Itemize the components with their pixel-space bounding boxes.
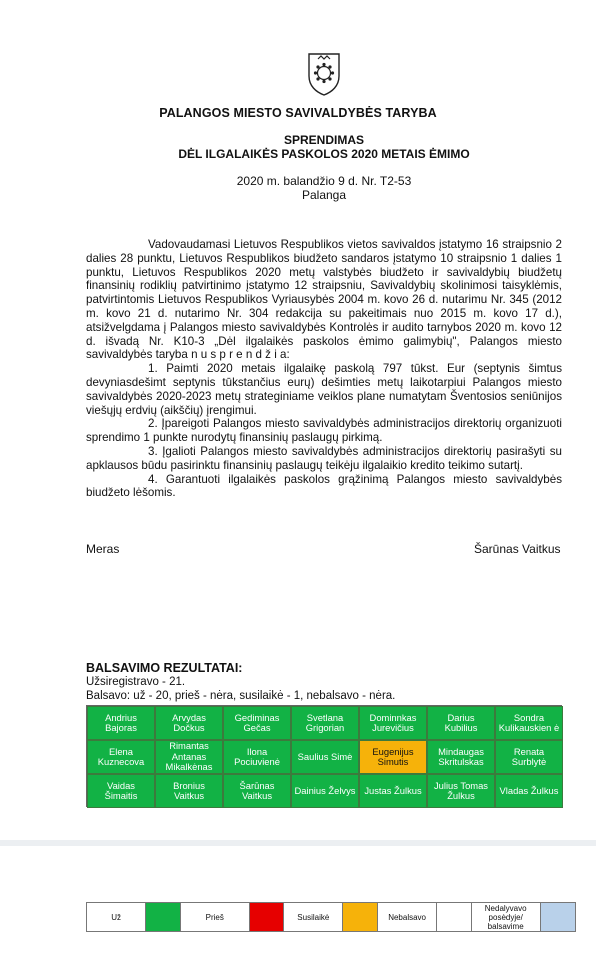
legend-absent-label: Nedalyvavo posėdyje/ balsavime [472, 903, 541, 931]
voting-member-cell: Mindaugas Skritulskas [427, 740, 495, 774]
council-name: PALANGOS MIESTO SAVIVALDYBĖS TARYBA [159, 106, 437, 120]
voting-member-cell: Gediminas Gečas [223, 706, 291, 740]
voting-member-cell: Ilona Pociuvienė [223, 740, 291, 774]
signatory-role: Meras [86, 542, 120, 556]
intro-text: Vadovaudamasi Lietuvos Respublikos vietos savivaldos įstatymo 16 straipsnio 2 dalies 28 punktu, Lietuvos Respublikos biudžeto sandaros įstatymo 10 straipsnio 1 dalies 1 punktu, Lietuvos Respublikos 2020 metų valstybės biudžeto ir savivaldybių biudžetų finansinių rodiklių patvirtinimo įstatymo 12 straipsniu, Savivaldybių skolinimosi taisyklėmis, patvirtintomis Lietuvos Respublikos Vyriausybės 2004 m. kovo 26 d. nutarimu Nr. 345 (2012 m. kovo 21 d. nutarimo Nr. 304 redakcija su pakeitimais nuo 2015 m. kovo 17 d.), atsižvelgdama į Palangos miesto savivaldybės Kontrolės ir audito tarnybos 2020 m. kovo 12 d. išvadą Nr. K10-3 „Dėl ilgalaikės paskolos ėmimo galimybių", Palangos miesto savivaldybės taryba [86, 238, 562, 362]
voting-member-cell: Šarūnas Vaitkus [223, 774, 291, 808]
voting-member-cell: Arvydas Dočkus [155, 706, 223, 740]
voting-member-cell: Darius Kubilius [427, 706, 495, 740]
legend-absent-swatch [541, 903, 575, 931]
decides-word: n u s p r e n d ž i a: [191, 348, 290, 362]
voting-member-cell: Justas Žulkus [359, 774, 427, 808]
voting-member-cell: Andrius Bajoras [87, 706, 155, 740]
decision-body [86, 238, 562, 500]
legend-for-label: Už [87, 903, 146, 931]
voting-member-cell: Renata Surblytė [495, 740, 563, 774]
voting-member-cell: Julius Tomas Žulkus [427, 774, 495, 808]
voting-member-cell: Dominnkas Jurevičius [359, 706, 427, 740]
decision-subject: DĖL ILGALAIKĖS PASKOLOS 2020 METAIS ĖMIMO [178, 147, 470, 161]
voting-member-cell: Rimantas Antanas Mikalkėnas [155, 740, 223, 774]
decision-date-number: 2020 m. balandžio 9 d. Nr. T2-53 [236, 174, 412, 188]
voting-member-cell: Saulius Simė [291, 740, 359, 774]
voting-member-cell: Svetlana Grigorian [291, 706, 359, 740]
voting-registered: Užsiregistravo - 21. [86, 676, 186, 688]
legend-not-voting-swatch [437, 903, 471, 931]
voting-summary: Balsavo: už - 20, prieš - nėra, susilaikė - 1, nebalsavo - nėra. [86, 690, 396, 702]
legend-abstain-label: Susilaikė [284, 903, 343, 931]
voting-member-cell: Bronius Vaitkus [155, 774, 223, 808]
voting-legend [86, 902, 576, 932]
page-separator [0, 840, 596, 846]
decision-place: Palanga [301, 188, 347, 202]
decision-item: 4. Garantuoti ilgalaikės paskolos grąžinimą Palangos miesto savivaldybės biudžeto lėšomis. [86, 472, 562, 500]
voting-results-title: BALSAVIMO REZULTATAI: [86, 661, 243, 675]
palanga-coat-of-arms-icon [306, 52, 342, 96]
voting-grid [86, 705, 562, 807]
decision-heading: SPRENDIMAS [283, 133, 364, 147]
voting-member-cell: Vaidas Šimaitis [87, 774, 155, 808]
intro-paragraph [86, 238, 562, 362]
legend-abstain-swatch [343, 903, 377, 931]
legend-against-swatch [250, 903, 284, 931]
signatory-name: Šarūnas Vaitkus [474, 542, 561, 556]
voting-member-cell: Elena Kuznecova [87, 740, 155, 774]
legend-against-label: Prieš [181, 903, 250, 931]
decision-item: 1. Paimti 2020 metais ilgalaikę paskolą 797 tūkst. Eur (septynis šimtus devyniasdešimt septynis tūkstančius eurų) dešimties metų laikotarpiui Palangos miesto savivaldybės 2020-2023 metų strateginiame veiklos plane numatytam Šventosios seniūnijos viešųjų erdvių (aikščių) įrengimui. [86, 362, 562, 417]
legend-not-voting-label: Nebalsavo [378, 903, 437, 931]
legend-for-swatch [146, 903, 180, 931]
decision-item: 3. Įgalioti Palangos miesto savivaldybės administracijos direktorių pasirašyti su apklausos būdu pasirinktu finansinių paslaugų teikėju ilgalaikio kredito teikimo sutartį. [86, 444, 562, 472]
voting-member-cell: Vladas Žulkus [495, 774, 563, 808]
decision-item: 2. Įpareigoti Palangos miesto savivaldybės administracijos direktorių organizuoti sprendimo 1 punkte nurodytų finansinių paslaugų pirkimą. [86, 417, 562, 445]
voting-member-cell: Sondra Kulikauskien ė [495, 706, 563, 740]
voting-member-cell: Eugenijus Simutis [359, 740, 427, 774]
voting-member-cell: Dainius Želvys [291, 774, 359, 808]
